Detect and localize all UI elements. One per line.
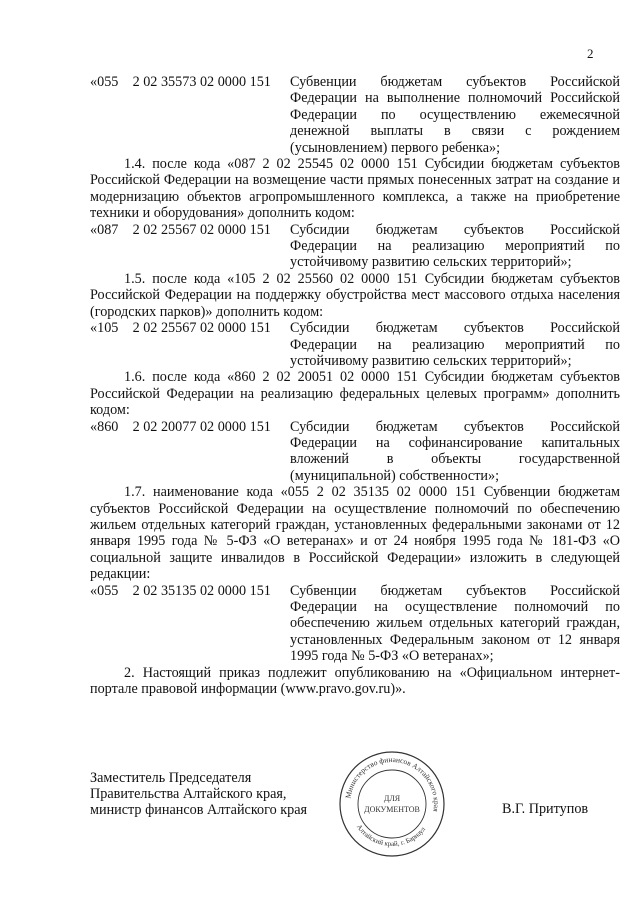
paragraph: 1.7. наименование кода «055 2 02 35135 02 0000 151 Субвенции бюджетам субъектов Российской Федерации на осуществление полномочий по обеспечению жильем отдельных категорий граждан, установленных федеральными законами от 12 января 1995 года № 5-ФЗ «О ветеранах» и от 24 ноября 1995 года № 181-ФЗ «О социальной защите инвалидов в Российской Федерации» изложить в следующей редакции:	[90, 484, 620, 583]
code-entry	[90, 419, 620, 485]
stamp-bottom-text: Алтайский край, г. Барнаул	[354, 823, 428, 849]
official-stamp	[337, 749, 447, 859]
budget-code: «105 2 02 25567 02 0000 151	[90, 320, 271, 337]
code-entry	[90, 222, 620, 271]
paragraph: 1.4. после кода «087 2 02 25545 02 0000 151 Субсидии бюджетам субъектов Российской Федерации на возмещение части прямых понесенных затрат на создание и модернизацию объектов агропромышленного комплекса, а также на приобретение техники и оборудования» дополнить кодом:	[90, 156, 620, 222]
signatory-name: В.Г. Притупов	[502, 801, 589, 817]
code-description: Субвенции бюджетам субъектов Российской Федерации на выполнение полномочий Российской Федерации по осуществлению ежемесячной денежной выплаты в связи с рождением (усыновлением) первого ребенка»;	[290, 74, 620, 156]
code-description: Субсидии бюджетам субъектов Российской Федерации на реализацию мероприятий по устойчивому развитию сельских территорий»;	[290, 320, 620, 369]
document-body	[90, 74, 620, 697]
signatory-title: Заместитель Председателя Правительства Алтайского края, министр финансов Алтайского края	[90, 770, 308, 818]
svg-text:Алтайский край, г. Барнаул	[355, 823, 428, 848]
stamp-center-line2: ДОКУМЕНТОВ	[364, 805, 420, 814]
budget-code: «087 2 02 25567 02 0000 151	[90, 221, 271, 238]
code-entry	[90, 583, 620, 665]
code-entry	[90, 320, 620, 369]
code-description: Субсидии бюджетам субъектов Российской Федерации на реализацию мероприятий по устойчивому развитию сельских территорий»;	[290, 221, 620, 271]
budget-code: «860 2 02 20077 02 0000 151	[90, 418, 271, 435]
paragraph: 1.6. после кода «860 2 02 20051 02 0000 151 Субсидии бюджетам субъектов Российской Федерации на реализацию федеральных целевых программ» дополнить кодом:	[90, 369, 620, 419]
stamp-ring-text: Министерство финансов Алтайского края	[343, 754, 442, 813]
paragraph: 2. Настоящий приказ подлежит опубликованию на «Официальном интернет-портале правовой информации (www.pravo.gov.ru)».	[90, 664, 620, 698]
budget-code: «055 2 02 35573 02 0000 151	[90, 74, 271, 90]
page-number: 2	[587, 46, 594, 61]
budget-code: «055 2 02 35135 02 0000 151	[90, 582, 271, 599]
code-description: Субвенции бюджетам субъектов Российской Федерации на осуществление полномочий по обеспечению жильем отдельных категорий граждан, установленных Федеральным законом от 12 января 1995 года № 5-ФЗ «О ветеранах»;	[290, 582, 620, 665]
stamp-center-line1: ДЛЯ	[383, 794, 401, 803]
paragraph: 1.5. после кода «105 2 02 25560 02 0000 151 Субсидии бюджетам субъектов Российской Федерации на поддержку обустройства мест массового отдыха населения (городских парков)» дополнить кодом:	[90, 270, 620, 320]
code-description: Субсидии бюджетам субъектов Российской Федерации на софинансирование капитальных вложений в объекты государственной (муниципальной) собственности»;	[290, 418, 620, 484]
code-entry	[90, 74, 620, 156]
